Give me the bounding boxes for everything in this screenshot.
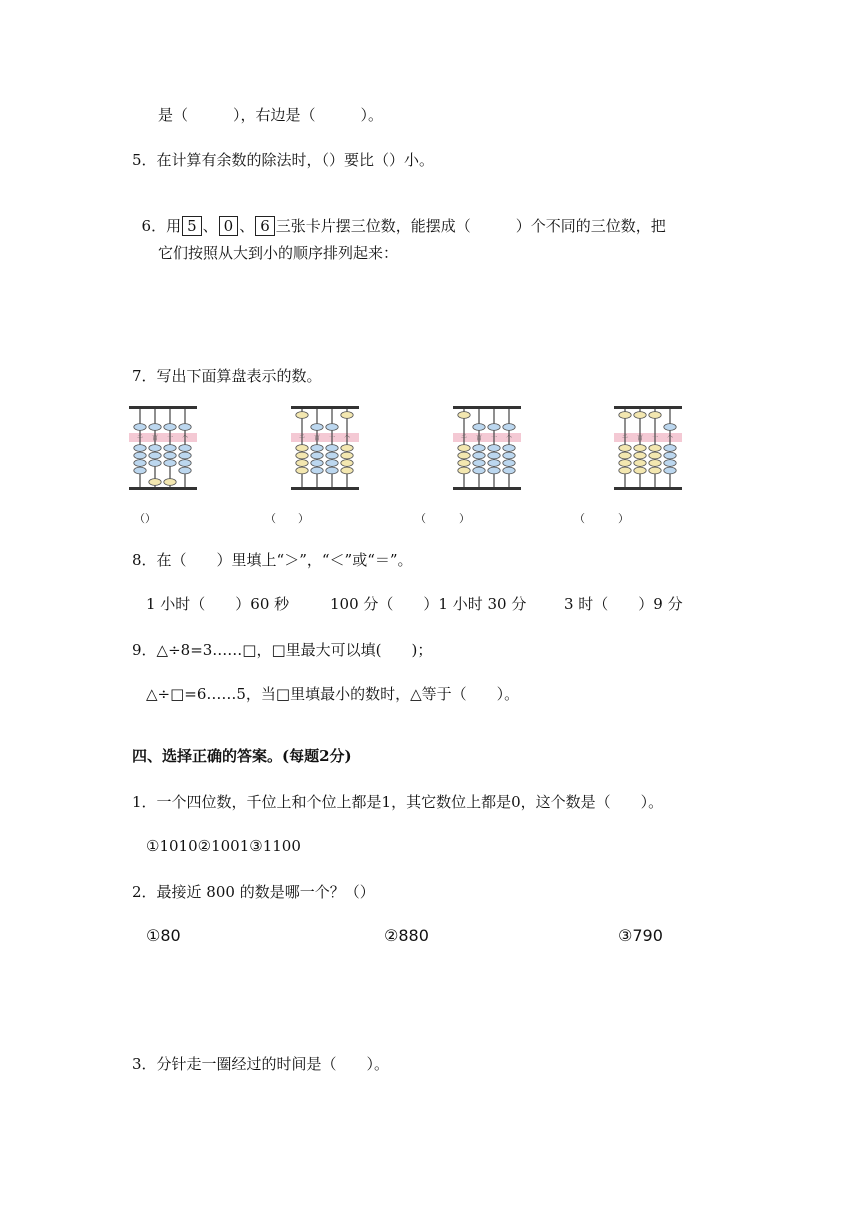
abacus-lower-bead (179, 460, 191, 467)
abacus-frame-bottom (291, 487, 359, 490)
abacus-upper-bead (488, 424, 500, 431)
abacus-lower-bead (488, 467, 500, 474)
abacus-lower-bead (296, 460, 308, 467)
abacus-upper-bead (503, 424, 515, 431)
abacus-frame-bottom (614, 487, 682, 490)
abacus-place-label: 个 (343, 435, 351, 442)
abacus-lower-bead (296, 452, 308, 459)
abacus-upper-bead (164, 424, 176, 431)
abacus-lower-bead (164, 452, 176, 459)
abacus-lower-bead (458, 467, 470, 474)
abacus-frame-top (614, 406, 682, 409)
abacus-lower-bead (664, 467, 676, 474)
abacus-place-label: 十 (651, 435, 659, 442)
abacus-place-label: 百 (475, 435, 483, 442)
abacus-lower-bead (634, 460, 646, 467)
abacus-upper-bead (134, 424, 146, 431)
abacus-upper-bead (458, 412, 470, 419)
question-5: 5．在计算有余数的除法时，（）要比（）小。 (132, 151, 435, 169)
s4-question-3: 3．分针走一圈经过的时间是（ ）。 (132, 1055, 390, 1073)
abacus-lower-bead (458, 452, 470, 459)
abacus-upper-bead (619, 412, 631, 419)
q6-sep: 、 (239, 217, 255, 235)
abacus-lower-bead (326, 467, 338, 474)
abacus-lower-bead (326, 460, 338, 467)
abacus-answer-1: （） (134, 512, 156, 525)
abacus-2 (290, 405, 360, 491)
section-4-heading: 四、选择正确的答案。(每题2分) (132, 747, 352, 765)
abacus-1 (128, 405, 198, 491)
abacus-lower-bead (311, 460, 323, 467)
abacus-3 (452, 405, 522, 491)
abacus-lower-bead (164, 460, 176, 467)
abacus-lower-bead (473, 460, 485, 467)
question-6-line1 (132, 196, 666, 236)
abacus-answer-4: （ ） (574, 512, 629, 525)
abacus-lower-bead (664, 445, 676, 452)
abacus-lower-bead (619, 460, 631, 467)
abacus-answer-3: （ ） (415, 512, 470, 525)
abacus-place-label: 个 (666, 435, 674, 442)
abacus-upper-bead (296, 412, 308, 419)
abacus-upper-bead (149, 424, 161, 431)
abacus-lower-bead (619, 467, 631, 474)
abacus-lower-bead (341, 445, 353, 452)
abacus-lower-bead (458, 460, 470, 467)
abacus-lower-bead (296, 445, 308, 452)
abacus-lower-bead (311, 445, 323, 452)
abacus-lower-bead (619, 445, 631, 452)
abacus-lower-bead (458, 445, 470, 452)
abacus-lower-bead (326, 452, 338, 459)
question-9-line2: △÷□=6……5，当□里填最小的数时，△等于（ ）。 (146, 685, 520, 703)
abacus-upper-bead (634, 412, 646, 419)
abacus-frame-bottom (129, 487, 197, 490)
abacus-place-label: 千 (298, 435, 306, 442)
abacus-lower-bead (341, 460, 353, 467)
abacus-upper-bead (311, 424, 323, 431)
q6-suffix: 三张卡片摆三位数，能摆成（ ）个不同的三位数，把 (275, 217, 666, 235)
abacus-place-label: 百 (636, 435, 644, 442)
s4-q2-option-3: ③790 (618, 926, 663, 945)
abacus-lower-bead (664, 452, 676, 459)
abacus-lower-bead (179, 467, 191, 474)
abacus-lower-bead (473, 445, 485, 452)
abacus-place-label: 百 (313, 435, 321, 442)
abacus-upper-bead (326, 424, 338, 431)
abacus-lower-bead (149, 460, 161, 467)
abacus-lower-bead (179, 452, 191, 459)
abacus-lower-bead (341, 452, 353, 459)
abacus-lower-bead (488, 460, 500, 467)
abacus-lower-bead (134, 460, 146, 467)
abacus-lower-bead (149, 479, 161, 486)
q6-prefix: 6．用 (141, 217, 182, 235)
abacus-lower-bead (634, 467, 646, 474)
abacus-lower-bead (326, 445, 338, 452)
question-6-line2: 它们按照从大到小的顺序排列起来： (158, 244, 399, 262)
abacus-lower-bead (341, 467, 353, 474)
card-6: 6 (255, 216, 275, 236)
s4-q2-option-2: ②880 (384, 926, 429, 945)
abacus-lower-bead (311, 452, 323, 459)
question-8: 8．在（ ）里填上“＞”，“＜”或“＝”。 (132, 551, 413, 569)
abacus-upper-bead (179, 424, 191, 431)
abacus-place-label: 千 (136, 435, 144, 442)
abacus-upper-bead (473, 424, 485, 431)
abacus-lower-bead (634, 452, 646, 459)
question-7: 7．写出下面算盘表示的数。 (132, 367, 322, 385)
abacus-lower-bead (503, 445, 515, 452)
abacus-place-label: 个 (181, 435, 189, 442)
card-5: 5 (182, 216, 202, 236)
card-0: 0 (219, 216, 239, 236)
abacus-lower-bead (488, 452, 500, 459)
abacus-place-label: 千 (460, 435, 468, 442)
abacus-frame-top (291, 406, 359, 409)
q8-item-2: 100 分（ ）1 小时 30 分 (330, 595, 527, 613)
abacus-lower-bead (473, 452, 485, 459)
abacus-lower-bead (649, 452, 661, 459)
abacus-lower-bead (311, 467, 323, 474)
abacus-lower-bead (649, 460, 661, 467)
abacus-place-label: 十 (166, 435, 174, 442)
s4-question-1: 1．一个四位数，千位上和个位上都是1，其它数位上都是0，这个数是（ ）。 (132, 793, 664, 811)
abacus-lower-bead (488, 445, 500, 452)
abacus-lower-bead (634, 445, 646, 452)
abacus-lower-bead (164, 479, 176, 486)
abacus-lower-bead (296, 467, 308, 474)
abacus-lower-bead (149, 445, 161, 452)
abacus-place-label: 千 (621, 435, 629, 442)
abacus-place-label: 百 (151, 435, 159, 442)
abacus-lower-bead (503, 460, 515, 467)
q4-continuation: 是（ ），右边是（ ）。 (158, 106, 384, 124)
abacus-upper-bead (649, 412, 661, 419)
abacus-lower-bead (664, 460, 676, 467)
s4-q2-option-1: ①80 (146, 926, 181, 945)
abacus-lower-bead (503, 467, 515, 474)
s4-q1-options: ①1010②1001③1100 (146, 837, 301, 855)
abacus-lower-bead (134, 445, 146, 452)
abacus-lower-bead (149, 452, 161, 459)
abacus-place-label: 十 (490, 435, 498, 442)
abacus-frame-top (129, 406, 197, 409)
abacus-upper-bead (664, 424, 676, 431)
abacus-frame-bottom (453, 487, 521, 490)
abacus-lower-bead (473, 467, 485, 474)
abacus-lower-bead (619, 452, 631, 459)
abacus-upper-bead (341, 412, 353, 419)
s4-question-2: 2．最接近 800 的数是哪一个？（） (132, 883, 375, 901)
abacus-answer-2: （ ） (265, 512, 309, 525)
q8-item-3: 3 时（ ）9 分 (564, 595, 683, 613)
abacus-lower-bead (649, 445, 661, 452)
abacus-place-label: 个 (505, 435, 513, 442)
q6-sep: 、 (202, 217, 218, 235)
abacus-frame-top (453, 406, 521, 409)
abacus-lower-bead (179, 445, 191, 452)
question-9-line1: 9．△÷8=3……□，□里最大可以填( )； (132, 641, 433, 659)
abacus-lower-bead (649, 467, 661, 474)
abacus-lower-bead (134, 467, 146, 474)
abacus-place-label: 十 (328, 435, 336, 442)
abacus-lower-bead (164, 445, 176, 452)
q8-item-1: 1 小时（ ）60 秒 (146, 595, 290, 613)
abacus-lower-bead (134, 452, 146, 459)
abacus-4 (613, 405, 683, 491)
abacus-lower-bead (503, 452, 515, 459)
